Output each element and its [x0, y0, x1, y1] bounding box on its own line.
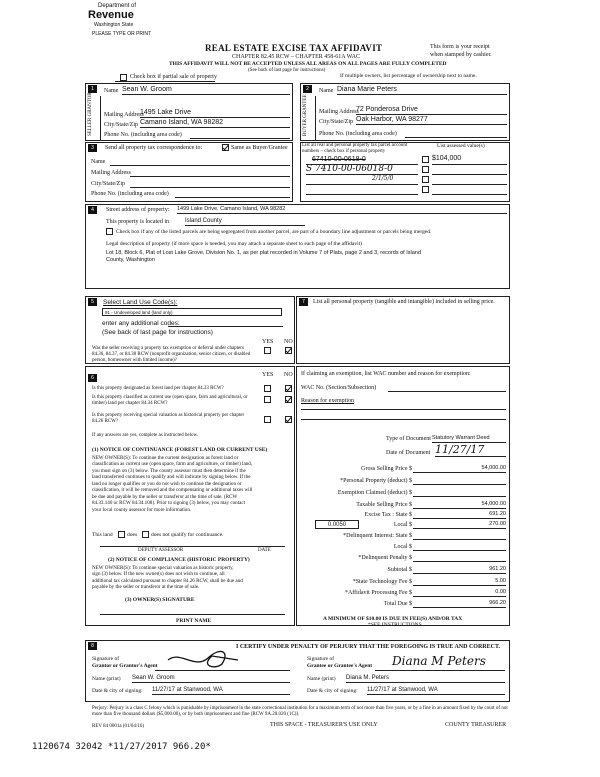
continuance-text: NEW OWNER(S): To continue the current designation as forest land or classification as current use (open space, farm and agriculture, or timber) land, you must sign on (3) below. The county assessor must then determine if the land transferred continues to qualify and will indicate by signing below. If the land no longer qualifies or you do not wish to continue the designation or classification, it will be removed and the compensating or additional taxes will be due and payable by the seller or transferor at the time of sale. (RCW 84.33.140 or RCW 84.34.108). Prior to signing (3) below, you may contact your local county assessor for more information. — [92, 455, 253, 513]
grantee-signature: Diana M Peters — [392, 654, 486, 668]
gross-selling-price[interactable]: 54,000.00 — [413, 465, 506, 473]
legal-description-1[interactable]: Lot 18, Block 6, Plat of Lost Lake Grove, Division No. 1, as per plat recorded in Volume 7 of Plats, page 2 and 3, records of Island — [106, 250, 421, 256]
form-warning: THIS AFFIDAVIT WILL NOT BE ACCEPTED UNLESS ALL AREAS ON ALL PAGES ARE FULLY COMPLETED — [169, 61, 447, 67]
perjury-statement: Perjury: Perjury is a class C felony which is punishable by imprisonment in the state correctional institution for a maximum term of not more than five years, or by a fine in an amount fixed by the court of not more than five thousand dollars ($5,000.00), or by both imprisonment and fine (RCW 9A.20.020 (1C)). — [92, 706, 508, 718]
dept-logo: Revenue — [88, 9, 134, 21]
parcel-personal-checkbox-3[interactable] — [422, 176, 429, 183]
excise-tax-state[interactable]: 691.20 — [413, 511, 506, 519]
buyer-city[interactable]: Oak Harbor, WA 98277 — [356, 116, 507, 125]
parcel-personal-checkbox-4[interactable] — [422, 186, 429, 193]
seller-address[interactable]: 1495 Lake Drive — [140, 109, 290, 118]
current-use-yes[interactable] — [264, 396, 271, 403]
delinquent-interest-local[interactable] — [413, 543, 506, 551]
parcel-struck: 67410-00-0618-0 — [312, 156, 366, 163]
affidavit-fee[interactable]: 0.00 — [413, 589, 506, 597]
delinquent-interest-state[interactable] — [413, 532, 506, 540]
delinquent-penalty[interactable] — [413, 554, 506, 562]
partial-sale-label: Check box if partial sale of property — [130, 74, 217, 80]
forest-land-no[interactable] — [285, 385, 292, 392]
parcels-header: List all real and personal property tax parcel account numbers – check box if personal property — [302, 143, 408, 154]
buyer-side-label: BUYER GRANTEE — [303, 94, 308, 136]
county-treasurer: COUNTY TREASURER — [445, 722, 507, 728]
personal-property-deduct[interactable] — [413, 477, 506, 485]
parcel-note: 2/1/5/0 — [372, 175, 394, 182]
does-not-qualify-checkbox[interactable] — [142, 531, 149, 538]
current-use-no[interactable] — [285, 396, 292, 403]
treasurer-space: THIS SPACE - TREASURER'S USE ONLY — [270, 722, 378, 728]
grantee-date-city[interactable]: 11/27/17 at Stanwood, WA — [367, 687, 505, 695]
assessed-header: List assessed value(s) — [437, 143, 485, 149]
seller-name[interactable]: Sean W. Groom — [122, 86, 290, 95]
document-type[interactable]: Statutory Warrant Deed — [432, 435, 506, 443]
parcel-handwritten: S 7410-00-06018-0 — [306, 164, 393, 174]
form-title: REAL ESTATE EXCISE TAX AFFIDAVIT — [205, 43, 383, 53]
seller-side-label: SELLER GRANTOR — [88, 92, 93, 136]
cashier-stamp: 1120674 32042 *11/27/2017 966.20* — [32, 742, 211, 752]
section-6-number: 6 — [88, 374, 97, 382]
exemption-no-checkbox[interactable] — [285, 347, 292, 354]
section-4-number: 4 — [88, 206, 97, 214]
legal-description-2[interactable]: County, Washington — [106, 257, 155, 263]
personal-property-section — [296, 296, 510, 364]
historic-no[interactable] — [285, 416, 292, 423]
tax-rate[interactable]: 0.0050 — [315, 520, 359, 529]
partial-sale-checkbox[interactable] — [120, 74, 127, 81]
parcel-personal-checkbox-2[interactable] — [422, 166, 429, 173]
grantee-print-name[interactable]: Diana M. Peters — [346, 675, 505, 683]
assessed-value[interactable]: $104,000 — [432, 155, 462, 162]
exemption-yes-checkbox[interactable] — [264, 347, 271, 354]
forest-land-yes[interactable] — [264, 385, 271, 392]
multiple-owners-note: If multiple owners, list percentage of ownership next to name. — [340, 73, 477, 79]
technology-fee[interactable]: 5.00 — [413, 578, 506, 586]
section-2-number: 2 — [303, 85, 312, 93]
buyer-address[interactable]: 72 Ponderosa Drive — [356, 106, 507, 115]
dept-line1: Department of — [98, 3, 137, 9]
section-5-number: 5 — [88, 298, 97, 306]
does-qualify-checkbox[interactable] — [118, 531, 125, 538]
section-3-number: 3 — [88, 144, 97, 152]
grantor-date-city[interactable]: 11/27/17 at Stanwood, WA — [152, 687, 290, 695]
grantor-print-name[interactable]: Sean W. Groom — [132, 675, 290, 683]
seller-city[interactable]: Camano Island, WA 98282 — [140, 119, 290, 128]
section-8-number: 8 — [88, 642, 97, 650]
total-due[interactable]: 966.20 — [413, 600, 506, 608]
boundary-checkbox[interactable] — [106, 228, 113, 235]
form-chapter: CHAPTER 82.45 RCW – CHAPTER 458-61A WAC — [232, 54, 360, 60]
document-date[interactable]: 11/27/17 — [435, 443, 506, 457]
section-7-number: 7 — [299, 298, 308, 306]
buyer-name[interactable]: Diana Marie Peters — [337, 86, 507, 95]
parcel-personal-checkbox-1[interactable] — [422, 156, 429, 163]
exemption-claimed[interactable] — [413, 489, 506, 497]
receipt-note1: This form is your receipt — [430, 44, 490, 50]
historic-text: NEW OWNER(S): To continue special valuation as historic property, sign (3) below. If the new owner(s) does not wish to continue, all additional tax calculated pursuant to chapter 84.26 RCW, shall be due and payable by the seller or transferor at the time of sale. — [92, 565, 243, 591]
grantor-signature — [160, 648, 250, 672]
section-1-number: 1 — [88, 85, 97, 93]
same-as-buyer-checkbox[interactable] — [222, 144, 229, 151]
historic-yes[interactable] — [264, 416, 271, 423]
dept-line3: Washington State — [94, 22, 134, 28]
subtotal[interactable]: 961.20 — [413, 566, 506, 574]
property-street[interactable]: 1499 Lake Drive, Camano Island, WA 98282 — [177, 206, 507, 214]
property-county[interactable]: Island County — [185, 218, 305, 226]
see-back: (See back of last page for instructions) — [248, 68, 326, 73]
land-use-code[interactable]: 91 - Undeveloped land (land only) — [102, 308, 282, 316]
excise-tax-local[interactable]: 270.00 — [413, 521, 506, 529]
revision-code: REV 84 0001a (01/04/16) — [92, 724, 144, 729]
please-type: PLEASE TYPE OR PRINT — [92, 31, 152, 37]
receipt-note2: when stamped by cashier. — [430, 52, 492, 58]
taxable-selling-price[interactable]: 54,000.00 — [413, 501, 506, 509]
